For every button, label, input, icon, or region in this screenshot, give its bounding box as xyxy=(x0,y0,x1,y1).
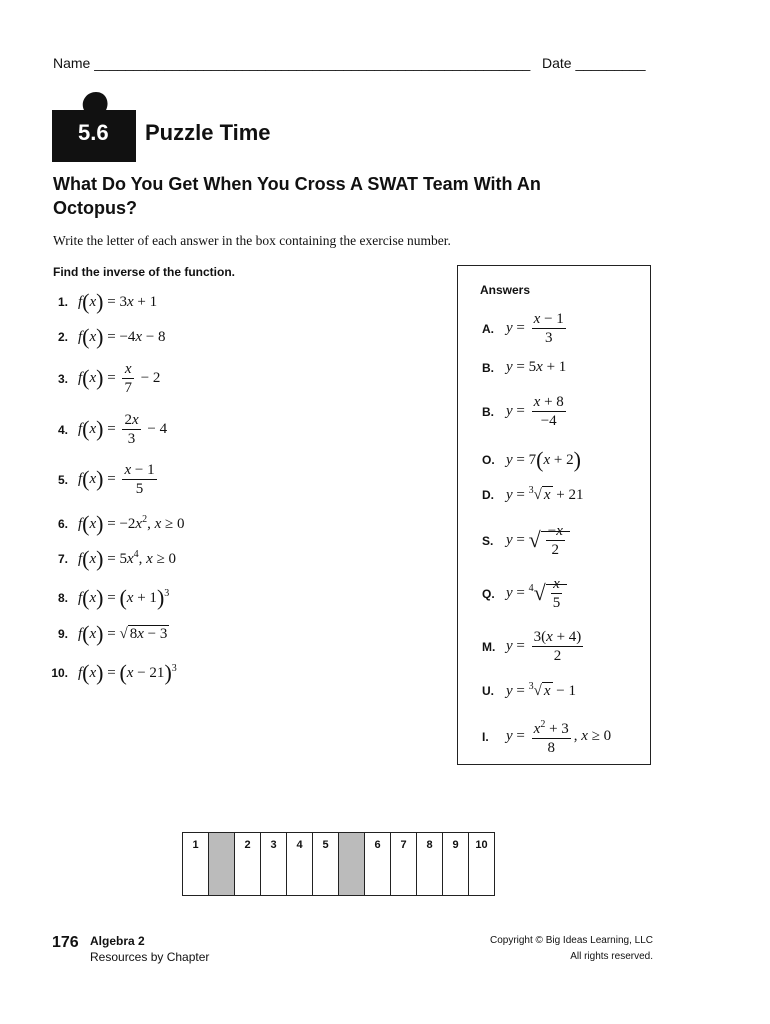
answer-m: M. y = $\frac{3(x + 4)}{2}$ xyxy=(482,629,582,664)
exercise-2: 2. f(x) = −4x − 8 xyxy=(57,324,166,349)
section-title: Puzzle Time xyxy=(145,120,271,145)
copyright: Copyright © Big Ideas Learning, LLC xyxy=(489,935,653,946)
exercise-1: 1. f(x) = 3x + 1 xyxy=(57,289,158,314)
answer-b-1: B. y = 5x + 1 xyxy=(482,359,567,375)
answer-grid xyxy=(182,832,495,896)
exercise-5: 5. f(x) = $\frac{x - 1}{5}$ xyxy=(57,462,155,497)
grid-cell[interactable]: 10 xyxy=(469,833,495,896)
exercise-10: 10. $f(x) = (x - 21)^3$ xyxy=(51,660,177,685)
grid-cell[interactable]: 5 xyxy=(313,833,339,896)
answer-s: S. y = √ $\frac{-x}{2}$ xyxy=(482,522,570,559)
rights-reserved: All rights reserved. xyxy=(570,951,653,962)
exercise-6: 6. $f(x) = -2x^2$, x ≥ 0 xyxy=(57,511,185,536)
exercise-9: 9. f(x) = √ 8x − 3 xyxy=(57,621,168,646)
answer-i: I. y = $\frac{x^2 + 3}{8}$ , x ≥ 0 xyxy=(482,716,611,757)
grid-cell[interactable]: 8 xyxy=(417,833,443,896)
grid-cell[interactable]: 9 xyxy=(443,833,469,896)
date-field: Date _________ xyxy=(542,55,646,71)
exercise-7: 7. $f(x) = 5x^4$, x ≥ 0 xyxy=(57,546,177,571)
riddle-question: What Do You Get When You Cross A SWAT Team With An Octopus? xyxy=(53,174,541,218)
answer-b-2: B. y = $\frac{x + 8}{-4}$ xyxy=(482,394,564,429)
page-number: 176 xyxy=(52,934,79,951)
answer-d: D. y = $^3$√ x + 21 xyxy=(482,485,584,503)
instructions: Write the letter of each answer in the box containing the exercise number. xyxy=(53,233,451,248)
grid-cell[interactable]: 1 xyxy=(183,833,209,896)
grid-cell-blank xyxy=(339,833,365,896)
answer-u: U. y = $^3$√ x − 1 xyxy=(482,681,577,699)
book-title: Algebra 2 xyxy=(90,934,145,948)
name-field: Name ________________________________________________________ xyxy=(53,55,531,71)
answers-heading: Answers xyxy=(480,283,531,297)
answer-o: O. y = 7(x + 2) xyxy=(482,447,581,472)
grid-cell[interactable]: 2 xyxy=(235,833,261,896)
exercise-8: 8. $f(x) = (x + 1)^3$ xyxy=(57,585,170,610)
answer-q: Q. y = $^4$√ $\frac{x}{5}$ xyxy=(482,575,567,612)
exercise-heading: Find the inverse of the function. xyxy=(53,265,236,279)
book-subtitle: Resources by Chapter xyxy=(90,950,210,964)
exercise-4: 4. f(x) = $\frac{2x}{3}$ − 4 xyxy=(57,412,168,447)
grid-cell[interactable]: 6 xyxy=(365,833,391,896)
exercise-3: 3. f(x) = $\frac{x}{7}$ − 2 xyxy=(57,361,161,396)
grid-cell-blank xyxy=(209,833,235,896)
answer-a: A. y = $\frac{x - 1}{3}$ xyxy=(482,311,564,346)
grid-cell[interactable]: 7 xyxy=(391,833,417,896)
section-number: 5.6 xyxy=(78,120,109,145)
grid-cell[interactable]: 3 xyxy=(261,833,287,896)
grid-cell[interactable]: 4 xyxy=(287,833,313,896)
